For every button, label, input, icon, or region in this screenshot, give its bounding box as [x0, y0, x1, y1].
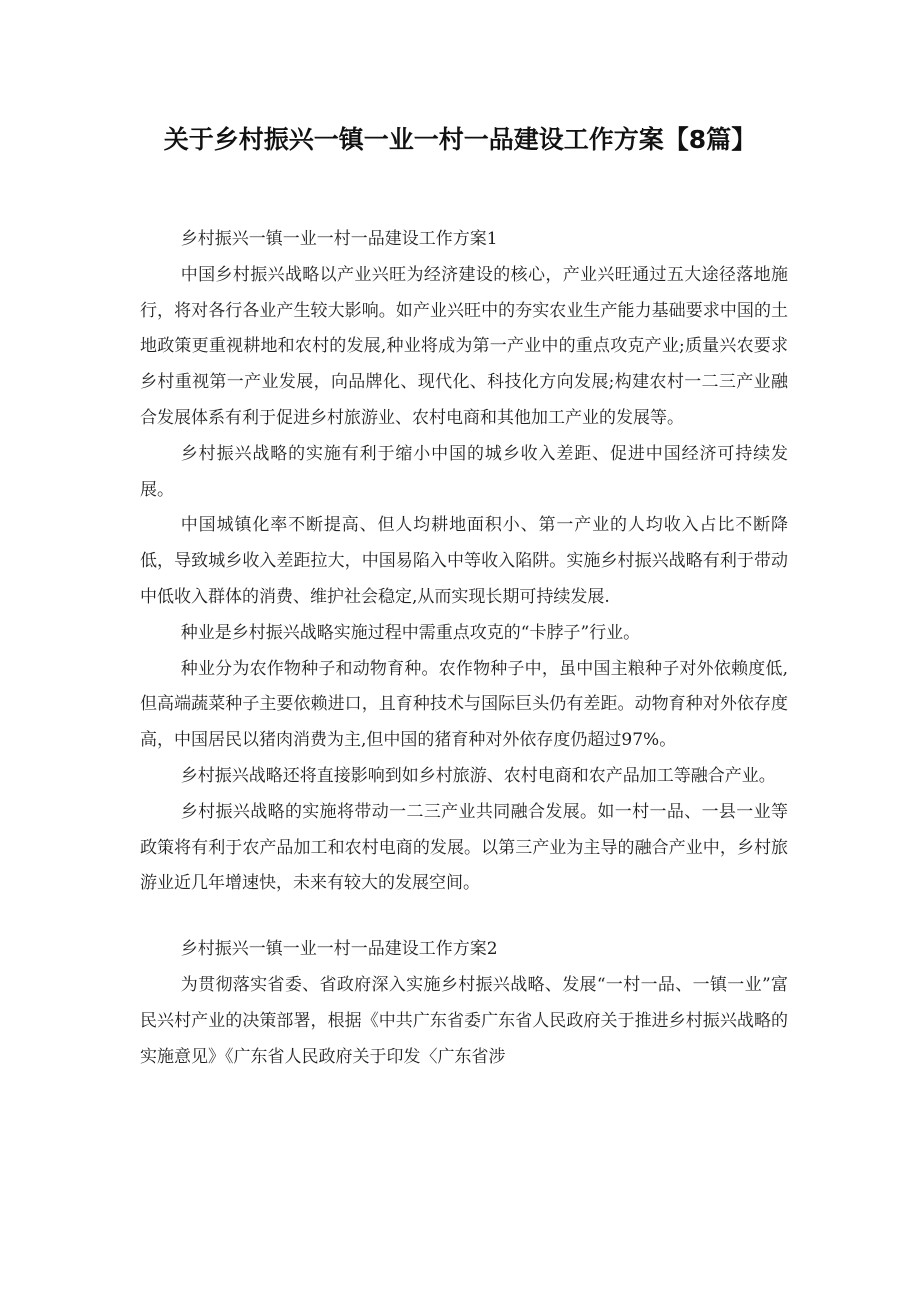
- paragraph: 中国乡村振兴战略以产业兴旺为经济建设的核心，产业兴旺通过五大途径落地施行，将对各行各业产生较大影响。如产业兴旺中的夯实农业生产能力基础要求中国的土地政策更重视耕地和农村的发展,种业将成为第一产业中的重点攻克产业;质量兴农要求乡村重视第一产业发展，向品牌化、现代化、科技化方向发展;构建农村一二三产业融合发展体系有利于促进乡村旅游业、农村电商和其他加工产业的发展等。: [140, 264, 788, 428]
- paragraph: 种业是乡村振兴战略实施过程中需重点攻克的“卡脖子”行业。: [180, 622, 641, 643]
- document-title: 关于乡村振兴一镇一业一村一品建设工作方案【8篇】: [163, 125, 757, 154]
- document-body: [140, 222, 788, 1075]
- section-heading: 乡村振兴一镇一业一村一品建设工作方案2: [180, 939, 498, 960]
- paragraph: 中国城镇化率不断提高、但人均耕地面积小、第一产业的人均收入占比不断降低，导致城乡收入差距拉大，中国易陷入中等收入陷阱。实施乡村振兴战略有利于带动中低收入群体的消费、维护社会稳定,从而实现长期可持续发展.: [140, 515, 788, 607]
- paragraph: 乡村振兴战略还将直接影响到如乡村旅游、农村电商和农产品加工等融合产业。: [180, 765, 776, 786]
- paragraph: 种业分为农作物种子和动物育种。农作物种子中，虽中国主粮种子对外依赖度低,但高端蔬菜种子主要依赖进口，且育种技术与国际巨头仍有差距。动物育种对外依存度高，中国居民以猪肉消费为主,但中国的猪育种对外依存度仍超过97%。: [140, 658, 788, 751]
- section-heading: 乡村振兴一镇一业一村一品建设工作方案1: [180, 229, 498, 249]
- paragraph: 乡村振兴战略的实施有利于缩小中国的城乡收入差距、促进中国经济可持续发展。: [140, 443, 788, 500]
- paragraph: 乡村振兴战略的实施将带动一二三产业共同融合发展。如一村一品、一县一业等政策将有利于农产品加工和农村电商的发展。以第三产业为主导的融合产业中，乡村旅游业近几年增速快，未来有较大的发展空间。: [140, 801, 788, 894]
- paragraph: 为贯彻落实省委、省政府深入实施乡村振兴战略、发展“一村一品、一镇一业”富民兴村产业的决策部署，根据《中共广东省委广东省人民政府关于推进乡村振兴战略的实施意见》《广东省人民政府关于印发〈广东省涉: [140, 974, 788, 1067]
